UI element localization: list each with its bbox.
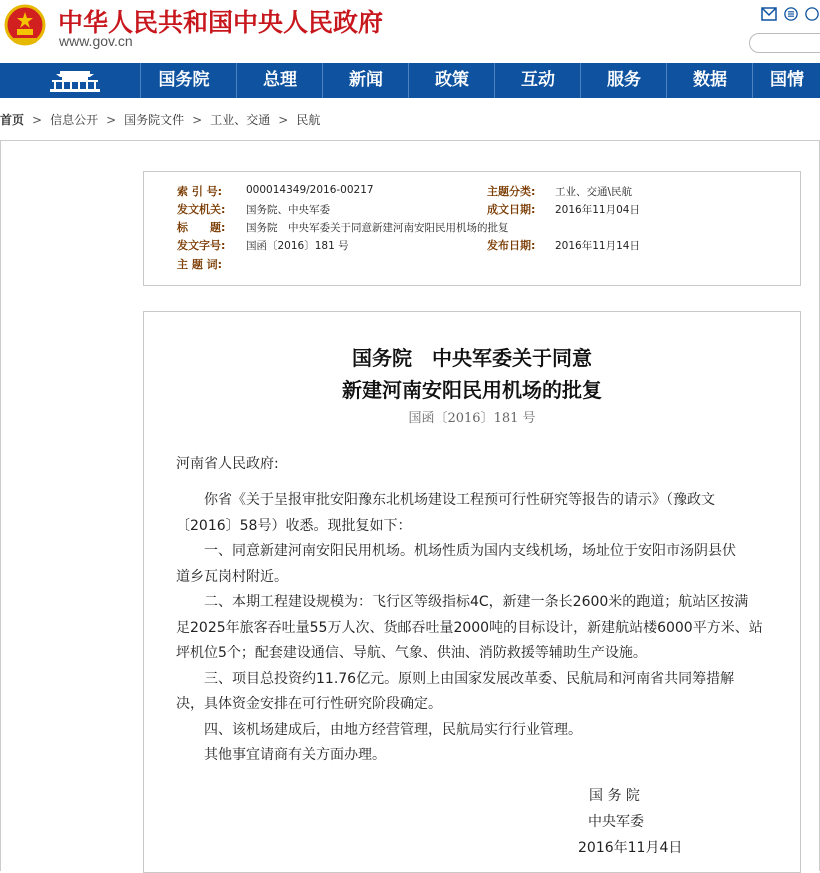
paragraph-line: 三、项目总投资约11.76亿元。原则上由国家发展改革委、民航局和河南省共同筹措解 xyxy=(204,670,735,687)
issuer-label: 发文机关: xyxy=(177,203,226,216)
paragraph-line: 〔2016〕58号）收悉。现批复如下： xyxy=(176,517,412,534)
paragraph-line: 四、该机场建成后，由地方经营管理，民航局实行行业管理。 xyxy=(204,721,582,738)
chevron-right-icon: > xyxy=(192,113,203,127)
written-date-value: 2016年11月04日 xyxy=(555,204,640,216)
salutation xyxy=(176,452,788,478)
paragraph-line: 二、本期工程建设规模为：飞行区等级指标4C，新建一条长2600米的跑道；航站区按满 xyxy=(204,594,749,610)
site-header xyxy=(0,0,820,62)
mobile-icon[interactable] xyxy=(804,7,820,21)
paragraph-line: 你省《关于呈报审批安阳豫东北机场建设工程预可行性研究等报告的请示》（豫政文 xyxy=(204,492,715,508)
site-url[interactable]: www.gov.cn xyxy=(59,33,133,49)
nav-item-national-info[interactable]: 国情 xyxy=(752,63,820,98)
main-nav xyxy=(0,63,820,98)
document-title-line-2: 新建河南安阳民用机场的批复 xyxy=(342,378,602,402)
nav-item-interaction[interactable]: 互动 xyxy=(494,63,581,98)
document-number: 国函〔2016〕181 号 xyxy=(408,411,536,426)
chevron-right-icon: > xyxy=(278,113,289,127)
paragraph-line: 道乡瓦岗村附近。 xyxy=(176,568,288,585)
breadcrumb-industry-transport[interactable]: 工业、交通 xyxy=(210,113,271,127)
signature-cmc: 中央军委 xyxy=(588,814,644,830)
written-date-label: 成文日期: xyxy=(487,203,536,216)
published-date-value: 2016年11月14日 xyxy=(555,240,640,252)
breadcrumb-info-public[interactable]: 信息公开 xyxy=(50,113,99,127)
published-date-label: 发布日期: xyxy=(487,239,536,252)
paragraph-1 xyxy=(176,488,788,769)
national-emblem-icon[interactable] xyxy=(4,4,46,48)
nav-item-news[interactable]: 新闻 xyxy=(322,63,409,98)
breadcrumb xyxy=(0,111,320,128)
document-metadata xyxy=(143,171,801,286)
category-value: 工业、交通\民航 xyxy=(555,186,633,198)
search-input[interactable] xyxy=(749,33,820,53)
breadcrumb-state-council-docs[interactable]: 国务院文件 xyxy=(124,113,185,127)
title-label: 标 题: xyxy=(177,221,226,234)
breadcrumb-home[interactable]: 首页 xyxy=(0,113,25,127)
nav-item-state-council[interactable]: 国务院 xyxy=(140,63,227,98)
paragraph-line: 一、同意新建河南安阳民用机场。机场性质为国内支线机场，场址位于安阳市汤阴县伏 xyxy=(204,543,736,559)
paragraph-line: 足2025年旅客吞吐量55万人次、货邮吞吐量2000吨的目标设计，新建航站楼6000平方米、站 xyxy=(176,619,763,636)
chevron-right-icon: > xyxy=(32,113,43,127)
index-label: 索 引 号: xyxy=(177,185,223,198)
nav-item-data[interactable]: 数据 xyxy=(666,63,753,98)
doc-number-label: 发文字号: xyxy=(177,239,226,252)
nav-item-premier[interactable]: 总理 xyxy=(236,63,323,98)
nav-item-policy[interactable]: 政策 xyxy=(408,63,495,98)
paragraph-line: 其他事宜请商有关方面办理。 xyxy=(204,747,386,763)
index-value: 000014349/2016-00217 xyxy=(246,184,374,196)
chevron-right-icon: > xyxy=(106,113,117,127)
document-title-line-1: 国务院 中央军委关于同意 xyxy=(352,346,592,370)
title-value: 国务院 中央军委关于同意新建河南安阳民用机场的批复 xyxy=(246,222,509,234)
mail-icon[interactable] xyxy=(761,7,777,21)
signature-state-council: 国 务 院 xyxy=(589,788,640,804)
salutation-text: 河南省人民政府: xyxy=(176,456,279,472)
category-label: 主题分类: xyxy=(487,185,536,198)
doc-number-value: 国函〔2016〕181 号 xyxy=(246,240,349,252)
keywords-label: 主 题 词: xyxy=(177,258,223,271)
site-title[interactable]: 中华人民共和国中央人民政府 xyxy=(58,8,384,37)
paragraph-line: 决，具体资金安排在可行性研究阶段确定。 xyxy=(176,696,442,712)
breadcrumb-civil-aviation[interactable]: 民航 xyxy=(296,113,321,127)
home-building-icon[interactable] xyxy=(0,63,140,98)
menu-list-icon[interactable] xyxy=(783,7,799,21)
issuer-value: 国务院、中央军委 xyxy=(246,204,330,216)
nav-item-services[interactable]: 服务 xyxy=(580,63,667,98)
paragraph-line: 坪机位5个；配套建设通信、导航、气象、供油、消防救援等辅助生产设施。 xyxy=(176,645,647,661)
signature-date: 2016年11月4日 xyxy=(578,840,683,856)
